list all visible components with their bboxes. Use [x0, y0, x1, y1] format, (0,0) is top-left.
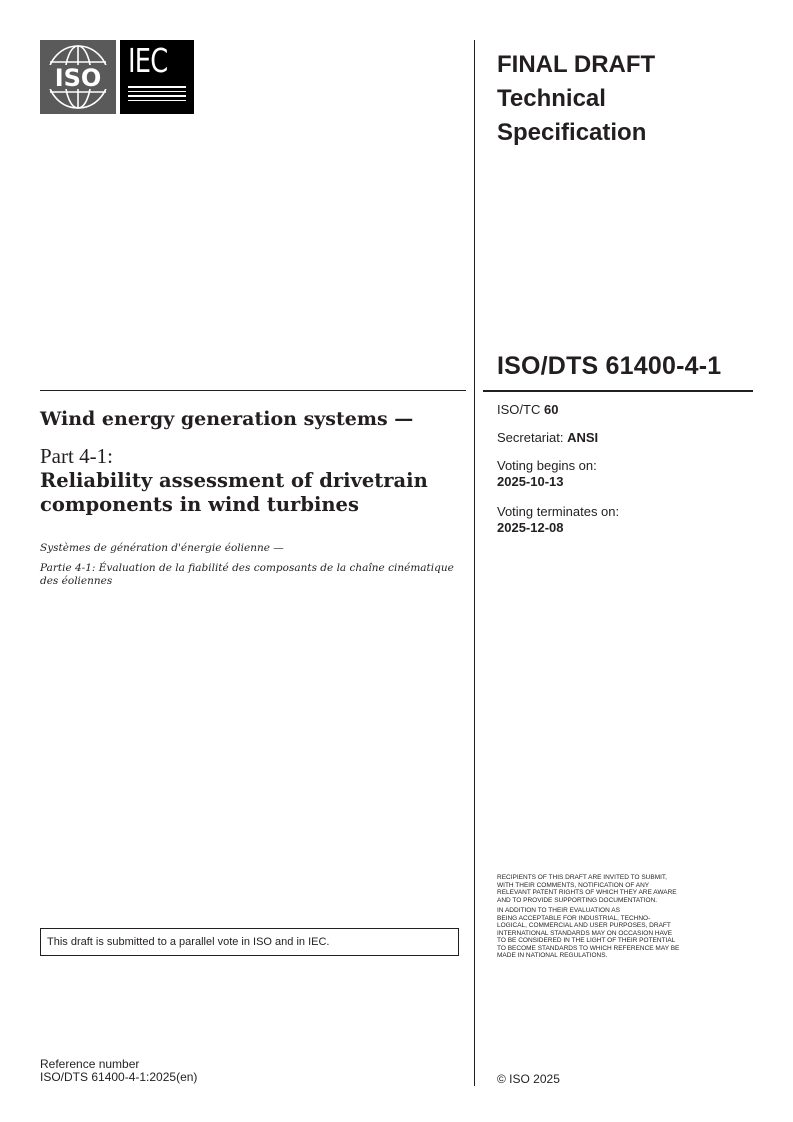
column-divider	[474, 40, 475, 1086]
right-title-rule	[483, 390, 753, 392]
patent-notice	[497, 874, 757, 904]
evaluation-notice-line: MADE IN NATIONAL REGULATIONS.	[497, 952, 608, 959]
evaluation-notice-line: IN ADDITION TO THEIR EVALUATION AS	[497, 907, 620, 914]
iec-logo-text: IEC	[128, 41, 168, 80]
evaluation-notice-line: BEING ACCEPTABLE FOR INDUSTRIAL, TECHNO-	[497, 914, 651, 922]
stage-line-technical: Technical	[497, 85, 606, 112]
reference-value: ISO/DTS 61400-4-1:2025(en)	[40, 1070, 198, 1084]
patent-notice-line: RELEVANT PATENT RIGHTS OF WHICH THEY ARE AWARE	[497, 889, 677, 896]
secretariat-value: ANSI	[567, 430, 599, 445]
copyright-notice: © ISO 2025	[497, 1072, 560, 1086]
evaluation-notice	[497, 907, 757, 960]
tc-value: 60	[543, 402, 559, 417]
stage-line-specification: Specification	[497, 119, 647, 146]
evaluation-notice-line: LOGICAL, COMMERCIAL AND USER PURPOSES, DRAFT	[497, 922, 671, 929]
part-label: Part 4-1:	[40, 444, 113, 468]
voting-begins-label: Voting begins on:	[497, 458, 597, 473]
part-title: Reliability assessment of drivetrain components in wind turbines	[40, 469, 428, 516]
evaluation-notice-line: TO BE CONSIDERED IN THE LIGHT OF THEIR POTENTIAL	[497, 937, 676, 944]
patent-notice-line: RECIPIENTS OF THIS DRAFT ARE INVITED TO SUBMIT,	[497, 874, 667, 881]
reference-number	[40, 1058, 197, 1084]
evaluation-notice-line: TO BECOME STANDARDS TO WHICH REFERENCE MAY BE	[497, 944, 680, 952]
patent-notice-line: WITH THEIR COMMENTS, NOTIFICATION OF ANY	[497, 881, 650, 889]
voting-begins	[497, 458, 597, 490]
voting-terminates-label: Voting terminates on:	[497, 504, 620, 519]
voting-terminates	[497, 504, 619, 536]
voting-begins-date: 2025-10-13	[497, 474, 564, 489]
document-stage-heading	[497, 48, 757, 150]
reference-label: Reference number	[40, 1057, 140, 1071]
iso-logo	[40, 40, 116, 114]
stage-line-final-draft: FINAL DRAFT	[497, 51, 656, 78]
document-number: ISO/DTS 61400-4-1	[497, 352, 722, 380]
iso-logo-text: ISO	[54, 64, 102, 92]
secretariat-label: Secretariat:	[497, 430, 564, 445]
iec-logo-lines	[128, 86, 186, 104]
french-main-title: Systèmes de génération d'énergie éolienne —	[40, 542, 284, 554]
main-title: Wind energy generation systems —	[40, 408, 414, 430]
voting-terminates-date: 2025-12-08	[497, 520, 564, 535]
evaluation-notice-line: INTERNATIONAL STANDARDS MAY ON OCCASION HAVE	[497, 929, 673, 937]
patent-notice-line: AND TO PROVIDE SUPPORTING DOCUMENTATION.	[497, 896, 658, 904]
parallel-vote-note: This draft is submitted to a parallel vote in ISO and in IEC.	[40, 928, 459, 956]
french-part-title: Partie 4-1: Évaluation de la fiabilité des composants de la chaîne cinématique des éoliennes	[40, 562, 454, 587]
iec-logo	[120, 40, 194, 114]
tc-label: ISO/TC	[497, 402, 541, 417]
left-title-rule	[40, 390, 466, 391]
technical-committee	[497, 402, 558, 418]
secretariat	[497, 430, 598, 446]
